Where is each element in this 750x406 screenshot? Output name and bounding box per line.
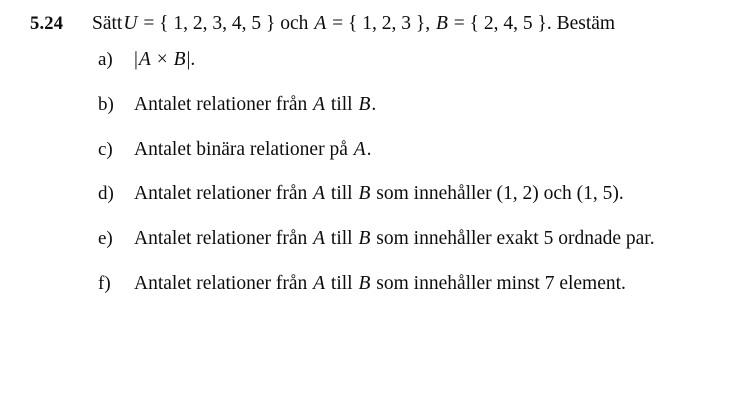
item-label-e: e) bbox=[98, 228, 113, 250]
exercise-number: 5.24 bbox=[30, 14, 64, 34]
item-f-mid: till bbox=[330, 272, 353, 294]
item-b-period: . bbox=[371, 94, 377, 116]
set-a-variable: A bbox=[314, 13, 327, 34]
statement-tail: Bestäm bbox=[556, 13, 616, 34]
item-text-a bbox=[134, 46, 719, 74]
item-b-set-a: A bbox=[313, 94, 326, 116]
universe-variable: U bbox=[123, 13, 138, 34]
item-f-set-b: B bbox=[358, 272, 371, 294]
universe-set: = { 1, 2, 3, 4, 5 } bbox=[143, 13, 276, 34]
item-f-tail: som innehåller minst 7 element. bbox=[376, 272, 626, 294]
item-f-set-a: A bbox=[313, 272, 326, 294]
set-b-variable: B bbox=[435, 13, 448, 34]
item-e-lead: Antalet relationer från bbox=[134, 228, 308, 250]
abs-bar-open: | bbox=[134, 49, 138, 71]
item-d-lead: Antalet relationer från bbox=[134, 183, 308, 205]
cross-product-operator: × bbox=[156, 49, 168, 71]
item-e-set-a: A bbox=[313, 228, 326, 250]
item-d-set-a: A bbox=[313, 183, 326, 205]
item-c-set-a: A bbox=[353, 138, 366, 160]
item-a-set-b: B bbox=[173, 49, 186, 71]
statement-conjunction: och bbox=[280, 13, 309, 34]
item-e-set-b: B bbox=[358, 228, 371, 250]
item-label-c: c) bbox=[98, 138, 113, 160]
list-item bbox=[92, 270, 720, 298]
set-b-definition: = { 2, 4, 5 }. bbox=[453, 13, 552, 34]
item-text-f bbox=[134, 270, 706, 298]
item-b-set-b: B bbox=[358, 94, 371, 116]
list-item bbox=[92, 91, 720, 119]
set-a-definition: = { 1, 2, 3 }, bbox=[332, 13, 431, 34]
list-item bbox=[92, 225, 720, 253]
item-label-b: b) bbox=[98, 94, 114, 116]
abs-bar-close: |. bbox=[186, 49, 196, 71]
item-e-tail: som innehåller exakt 5 ordnade par. bbox=[376, 228, 655, 250]
item-d-mid: till bbox=[330, 183, 353, 205]
item-c-period: . bbox=[366, 138, 372, 160]
item-c-lead: Antalet binära relationer på bbox=[134, 138, 348, 160]
item-a-set-a: A bbox=[138, 49, 151, 71]
statement-lead: Sätt bbox=[92, 13, 123, 34]
list-item bbox=[92, 46, 720, 74]
list-item bbox=[92, 136, 720, 164]
item-text-b bbox=[134, 91, 719, 119]
exercise-items bbox=[30, 46, 720, 297]
item-b-mid: till bbox=[330, 94, 353, 116]
item-label-d: d) bbox=[98, 183, 114, 205]
item-b-lead: Antalet relationer från bbox=[134, 94, 308, 116]
list-item bbox=[92, 180, 720, 208]
item-d-set-b: B bbox=[358, 183, 371, 205]
item-text-d bbox=[134, 180, 706, 208]
exercise-statement bbox=[92, 12, 720, 36]
exercise-header bbox=[30, 12, 720, 36]
item-d-tail: som innehåller (1, 2) och (1, 5). bbox=[376, 183, 624, 205]
item-e-mid: till bbox=[330, 228, 353, 250]
item-text-c bbox=[134, 136, 719, 164]
item-label-f: f) bbox=[98, 272, 111, 294]
item-label-a: a) bbox=[98, 49, 113, 71]
item-text-e bbox=[134, 225, 706, 253]
item-f-lead: Antalet relationer från bbox=[134, 272, 308, 294]
